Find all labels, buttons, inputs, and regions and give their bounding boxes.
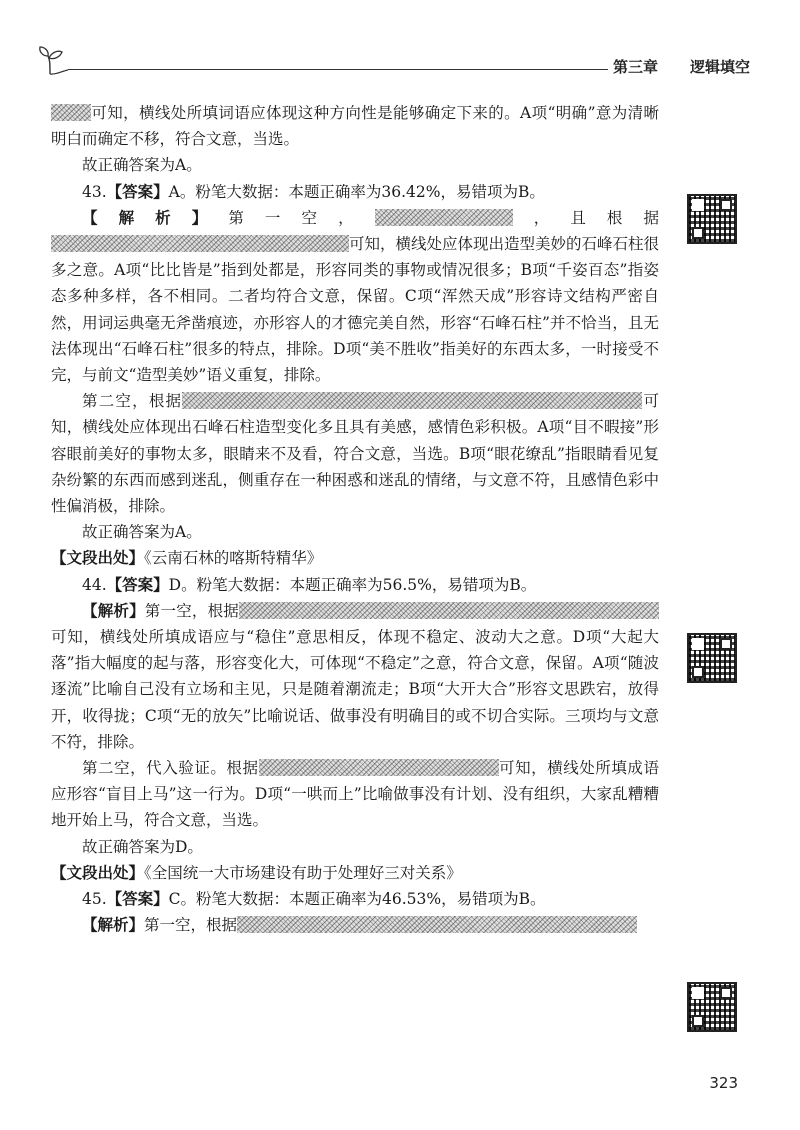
analysis-text: 第二空，代入验证。根据 (82, 759, 259, 778)
paragraph-text: 可知，横线处所填词语应体现这种方向性是能够确定下来的。A项“明确”意为清晰明白而确定不移，符合文意，当选。 (51, 104, 659, 149)
conclusion: 故正确答案为A。 (82, 523, 202, 542)
analysis-43-second (51, 388, 659, 519)
redacted-text (51, 104, 91, 121)
sprout-icon (38, 44, 78, 78)
source-text: 《全国统一大市场建设有助于处理好三对关系》 (144, 863, 462, 882)
source-tag: 【文段出处】 (51, 862, 145, 882)
redacted-text (375, 209, 513, 226)
question-number: 44. (82, 575, 107, 594)
answer-tag: 【答案】 (106, 574, 169, 594)
answer-tag: 【答案】 (106, 181, 169, 201)
analysis-44-second (51, 755, 659, 834)
page-body (51, 100, 659, 939)
analysis-text: 可知，横线处所填成语应与“稳住”意思相反，体现不稳定、波动大之意。D项“大起大落”指大幅度的起与落，形容变化大，可体现“不稳定”之意，符合文意，保留。A项“随波逐流”比喻自己没有立场和主见，只是随着潮流走；B项“大开大合”形容文思跌宕，放得开，收得拢；C项“无的放矢”比喻说话、做事没有明确目的或不切合实际。三项均与文意不符，排除。 (51, 628, 659, 751)
analysis-text: 第二空，根据 (82, 392, 183, 411)
analysis-text: 第一空，根据 (144, 601, 239, 620)
redacted-text (182, 392, 642, 409)
paragraph (51, 100, 659, 152)
answer-line-43 (51, 179, 659, 205)
analysis-text: 第一空，根据 (144, 916, 238, 935)
source-tag: 【文段出处】 (51, 548, 145, 568)
conclusion: 故正确答案为A。 (82, 156, 202, 175)
source-43 (51, 545, 659, 571)
redacted-text (239, 602, 659, 619)
redacted-text (237, 916, 637, 933)
conclusion: 故正确答案为D。 (82, 837, 203, 856)
analysis-text: 可知，横线处应体现出造型美妙的石峰石柱很多之意。A项“比比皆是”指到处都是，形容同类的事物或情况很多；B项“千姿百态”指姿态多种多样，各不相同。二者均符合文意，保留。C项“浑然天成”形容诗文结构严密自然，用词运典毫无斧凿痕迹，亦形容人的才德完美自然，形容“石峰石柱”并不恰当，且无法体现出“石峰石柱”很多的特点，排除。D项“美不胜收”指美好的东西太多，一时接受不完，与前文“造型美妙”语义重复，排除。 (51, 235, 660, 385)
analysis-45 (51, 912, 659, 938)
qr-code-icon[interactable] (687, 194, 737, 244)
analysis-44 (51, 598, 659, 755)
answer-line-45 (51, 886, 659, 912)
header-rule (68, 69, 608, 70)
qr-code-icon[interactable] (687, 982, 737, 1032)
analysis-text: 可知，横线处应体现出石峰石柱造型变化多且具有美感，感情色彩积极。A项“目不暇接”形容眼前美好的事物太多，眼睛来不及看，符合文意，当选。B项“眼花缭乱”指眼睛看见复杂纷繁的东西而感到迷乱，侧重存在一种困惑和迷乱的情绪，与文意不符，且感情色彩中性偏消极，排除。 (51, 392, 659, 516)
analysis-text: ，且根据 (512, 208, 659, 227)
redacted-text (259, 759, 499, 776)
analysis-text: 可知，横线处所填成语应形容“盲目上马”这一行为。D项“一哄而上”比喻做事没有计划、没有组织，大家乱糟糟地开始上马，符合文意，当选。 (51, 759, 659, 830)
analysis-text: 第一空， (228, 208, 375, 227)
answer-text: C。粉笔大数据：本题正确率为46.53%，易错项为B。 (168, 890, 546, 909)
analysis-43 (51, 205, 659, 388)
analysis-tag: 【解析】 (82, 915, 145, 935)
source-text: 《云南石林的喀斯特精华》 (144, 549, 323, 568)
redacted-text (51, 235, 309, 252)
analysis-tag: 【解析】 (82, 207, 229, 227)
source-44 (51, 860, 659, 886)
answer-text: A。粉笔大数据：本题正确率为36.42%，易错项为B。 (168, 182, 545, 201)
answer-tag: 【答案】 (106, 889, 169, 909)
page-number: 323 (709, 1074, 738, 1092)
analysis-tag: 【解析】 (82, 600, 145, 620)
answer-text: D。粉笔大数据：本题正确率为56.5%，易错项为B。 (168, 575, 537, 594)
question-number: 43. (82, 182, 107, 201)
section-title: 逻辑填空 (689, 58, 750, 76)
chapter-title: 第三章 (612, 58, 658, 76)
qr-code-icon[interactable] (687, 633, 737, 683)
page-header (38, 44, 750, 80)
answer-line-44 (51, 572, 659, 598)
redacted-text (309, 235, 349, 252)
question-number: 45. (82, 890, 107, 909)
